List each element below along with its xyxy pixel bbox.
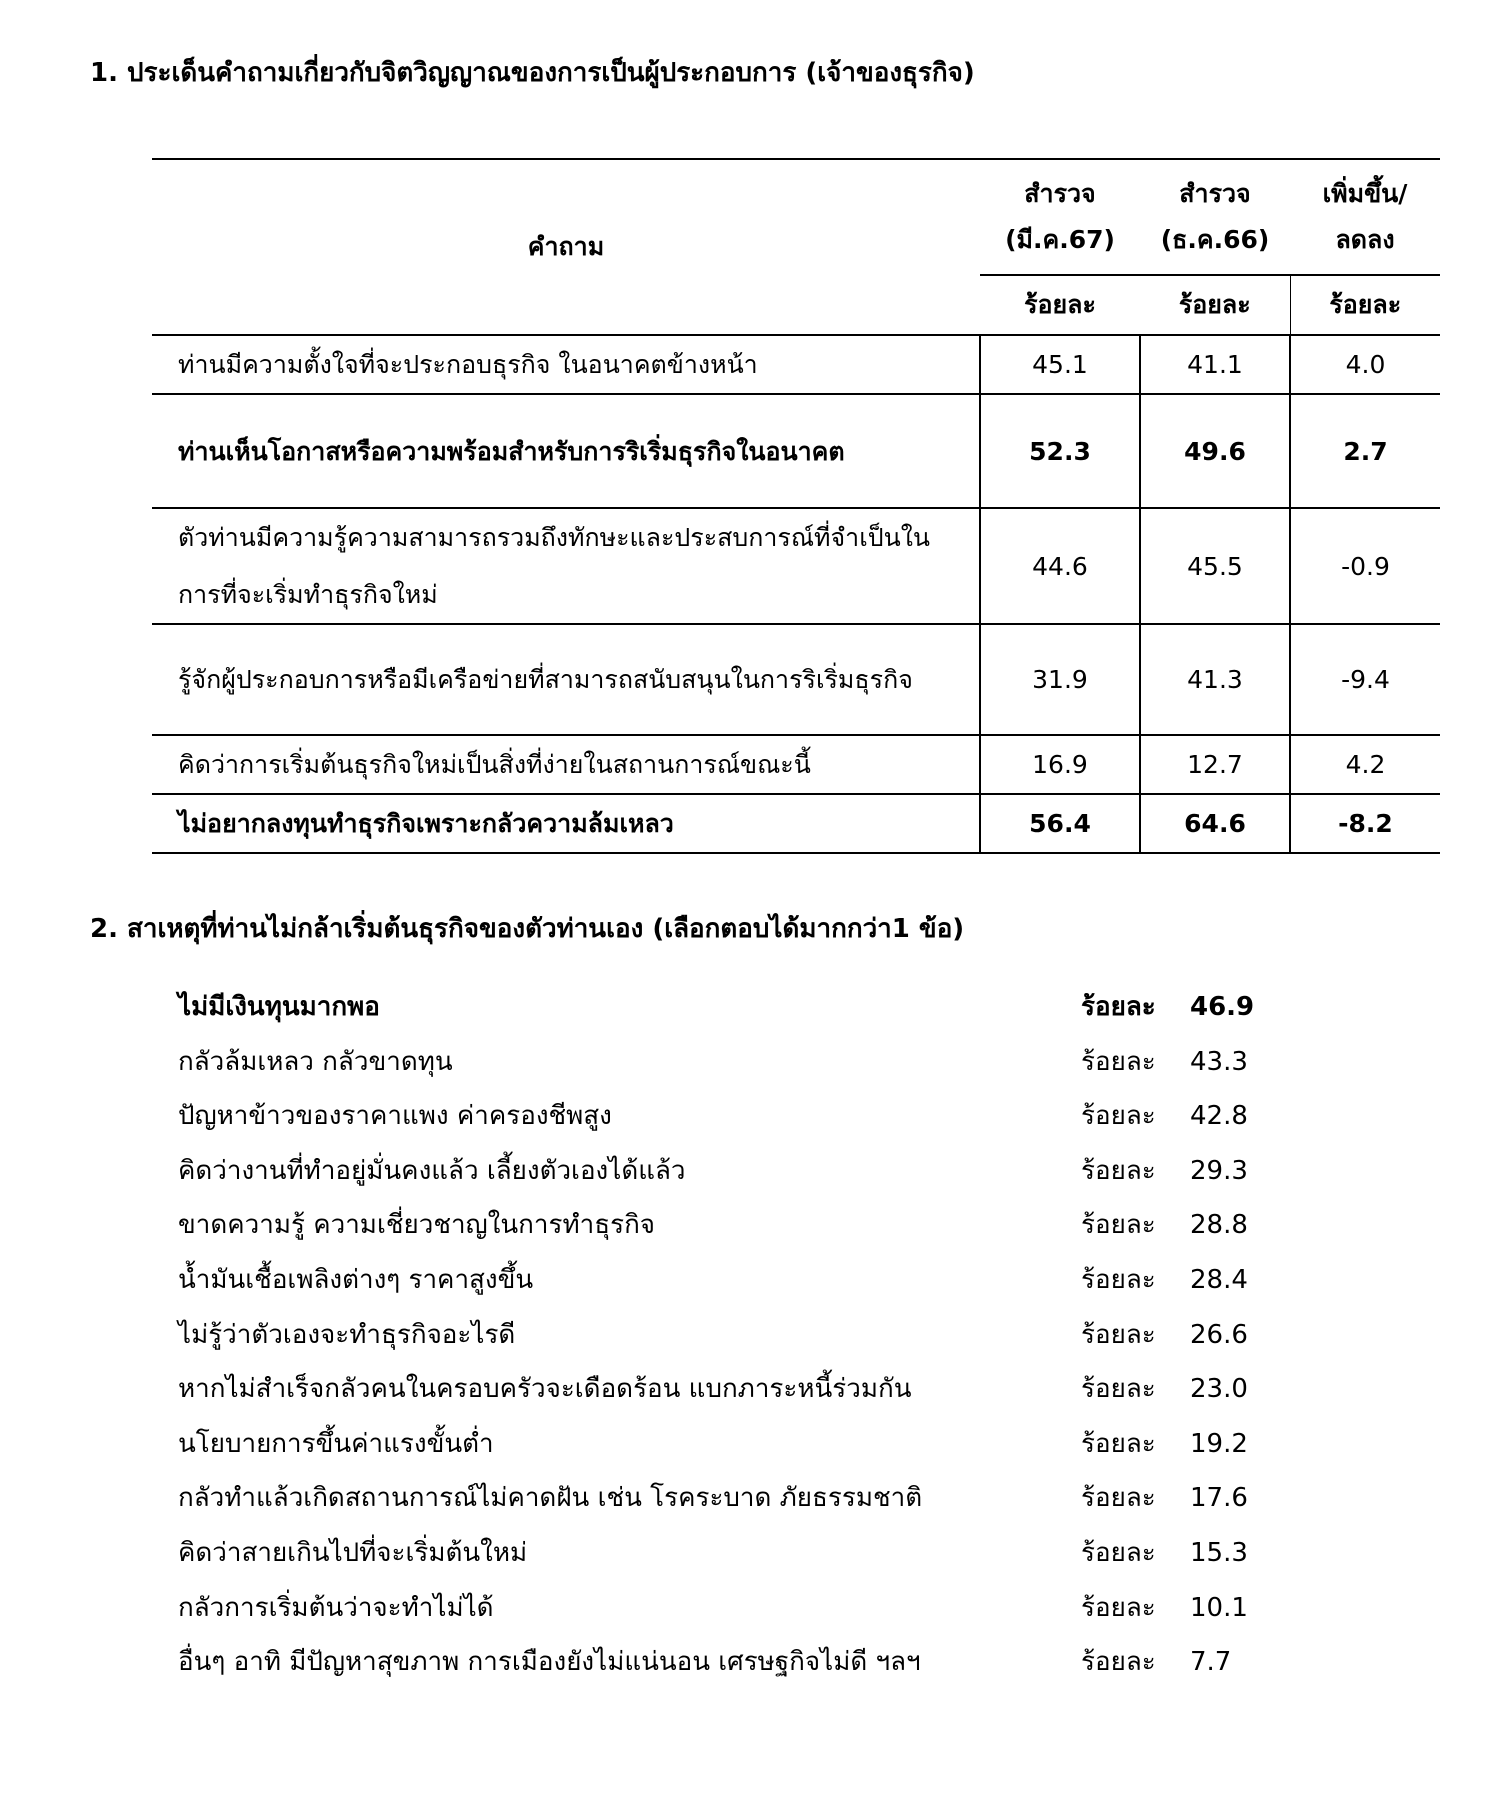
reason-unit: ร้อยละ	[1081, 992, 1156, 1022]
reason-unit: ร้อยละ	[1081, 1537, 1156, 1568]
value-dec66: 41.3	[1140, 624, 1290, 735]
column-header-mar67-line1: สำรวจ	[1024, 179, 1096, 208]
reason-label: กลัวทำแล้วเกิดสถานการณ์ไม่คาดฝัน เช่น โรคระบาด ภัยธรรมชาติ	[178, 1483, 923, 1514]
reason-unit: ร้อยละ	[1081, 1592, 1156, 1623]
question-cell: ท่านมีความตั้งใจที่จะประกอบธุรกิจ ในอนาคตข้างหน้า	[152, 335, 980, 394]
reason-value: 15.3	[1190, 1537, 1248, 1568]
value-mar67: 45.1	[980, 335, 1140, 394]
list-item	[178, 1362, 1278, 1417]
value-dec66: 64.6	[1140, 794, 1290, 853]
reason-unit: ร้อยละ	[1081, 1101, 1156, 1132]
list-item	[178, 1308, 1278, 1363]
reason-unit: ร้อยละ	[1081, 1483, 1156, 1514]
reason-label: ไม่รู้ว่าตัวเองจะทำธุรกิจอะไรดี	[178, 1319, 516, 1350]
reason-unit: ร้อยละ	[1081, 1155, 1156, 1186]
value-change: -9.4	[1290, 624, 1440, 735]
reason-label: น้ำมันเชื้อเพลิงต่างๆ ราคาสูงขึ้น	[178, 1264, 534, 1295]
column-header-mar67-line2: (มี.ค.67)	[1005, 225, 1115, 254]
column-header-change-line2: ลดลง	[1335, 225, 1395, 254]
unit-change: ร้อยละ	[1290, 275, 1440, 335]
list-item	[178, 1526, 1278, 1581]
reason-label: ปัญหาข้าวของราคาแพง ค่าครองชีพสูง	[178, 1101, 612, 1132]
list-item	[178, 1035, 1278, 1090]
column-header-dec66-line2: (ธ.ค.66)	[1160, 225, 1270, 254]
list-item	[178, 1198, 1278, 1253]
question-cell: ท่านเห็นโอกาสหรือความพร้อมสำหรับการริเริ่มธุรกิจในอนาคต	[152, 394, 980, 508]
value-dec66: 49.6	[1140, 394, 1290, 508]
column-header-change	[1290, 159, 1440, 275]
reason-label: อื่นๆ อาทิ มีปัญหาสุขภาพ การเมืองยังไม่แน่นอน เศรษฐกิจไม่ดี ฯลฯ	[178, 1647, 921, 1678]
reason-value: 7.7	[1190, 1647, 1232, 1678]
reason-unit: ร้อยละ	[1081, 1046, 1156, 1077]
reason-value: 26.6	[1190, 1319, 1248, 1350]
reason-label: นโยบายการขึ้นค่าแรงขั้นต่ำ	[178, 1428, 494, 1459]
reason-label: กลัวล้มเหลว กลัวขาดทุน	[178, 1046, 453, 1077]
table-row	[152, 508, 1440, 624]
reason-unit: ร้อยละ	[1081, 1647, 1156, 1678]
list-item	[178, 1581, 1278, 1636]
list-item	[178, 1471, 1278, 1526]
reasons-list	[178, 980, 1278, 1690]
question-cell: ไม่อยากลงทุนทำธุรกิจเพราะกลัวความล้มเหลว	[152, 794, 980, 853]
question-column-header: คำถาม	[152, 159, 980, 335]
list-item	[178, 1417, 1278, 1472]
value-mar67: 52.3	[980, 394, 1140, 508]
column-header-change-line1: เพิ่มขึ้น/	[1322, 179, 1408, 208]
value-change: 2.7	[1290, 394, 1440, 508]
value-dec66: 41.1	[1140, 335, 1290, 394]
reason-value: 19.2	[1190, 1428, 1248, 1459]
unit-mar67: ร้อยละ	[980, 275, 1140, 335]
list-item	[178, 1635, 1278, 1690]
table-header-row	[152, 159, 1440, 275]
reason-value: 42.8	[1190, 1101, 1248, 1132]
column-header-dec66-line1: สำรวจ	[1179, 179, 1251, 208]
reason-unit: ร้อยละ	[1081, 1374, 1156, 1405]
reason-value: 28.4	[1190, 1264, 1248, 1295]
section1-heading: 1. ประเด็นคำถามเกี่ยวกับจิตวิญญาณของการเป็นผู้ประกอบการ (เจ้าของธุรกิจ)	[90, 58, 975, 88]
table-row	[152, 735, 1440, 794]
reason-value: 10.1	[1190, 1592, 1248, 1623]
reason-label: กลัวการเริ่มต้นว่าจะทำไม่ได้	[178, 1592, 494, 1623]
table-row	[152, 394, 1440, 508]
reason-value: 23.0	[1190, 1374, 1248, 1405]
reason-value: 29.3	[1190, 1155, 1248, 1186]
value-mar67: 56.4	[980, 794, 1140, 853]
question-cell: รู้จักผู้ประกอบการหรือมีเครือข่ายที่สามารถสนับสนุนในการริเริ่มธุรกิจ	[152, 624, 980, 735]
reason-value: 43.3	[1190, 1046, 1248, 1077]
unit-dec66: ร้อยละ	[1140, 275, 1290, 335]
reason-label: หากไม่สำเร็จกลัวคนในครอบครัวจะเดือดร้อน แบกภาระหนี้ร่วมกัน	[178, 1374, 912, 1405]
reason-unit: ร้อยละ	[1081, 1428, 1156, 1459]
list-item	[178, 1144, 1278, 1199]
reason-value: 28.8	[1190, 1210, 1248, 1241]
table-row	[152, 624, 1440, 735]
value-dec66: 45.5	[1140, 508, 1290, 624]
reason-unit: ร้อยละ	[1081, 1210, 1156, 1241]
value-change: 4.0	[1290, 335, 1440, 394]
list-item	[178, 1253, 1278, 1308]
reason-unit: ร้อยละ	[1081, 1264, 1156, 1295]
reason-label: ขาดความรู้ ความเชี่ยวชาญในการทำธุรกิจ	[178, 1210, 656, 1241]
list-item	[178, 980, 1278, 1035]
reason-label: ไม่มีเงินทุนมากพอ	[178, 992, 380, 1022]
value-change: 4.2	[1290, 735, 1440, 794]
column-header-dec66	[1140, 159, 1290, 275]
question-cell: คิดว่าการเริ่มต้นธุรกิจใหม่เป็นสิ่งที่ง่ายในสถานการณ์ขณะนี้	[152, 735, 980, 794]
value-mar67: 44.6	[980, 508, 1140, 624]
survey-table	[152, 158, 1440, 854]
value-change: -0.9	[1290, 508, 1440, 624]
question-cell: ตัวท่านมีความรู้ความสามารถรวมถึงทักษะและประสบการณ์ที่จำเป็นในการที่จะเริ่มทำธุรกิจใหม่	[152, 508, 980, 624]
table-row	[152, 794, 1440, 853]
reason-value: 17.6	[1190, 1483, 1248, 1514]
table-row	[152, 335, 1440, 394]
value-mar67: 16.9	[980, 735, 1140, 794]
section2-heading: 2. สาเหตุที่ท่านไม่กล้าเริ่มต้นธุรกิจของตัวท่านเอง (เลือกตอบได้มากกว่า1 ข้อ)	[90, 914, 965, 944]
column-header-mar67	[980, 159, 1140, 275]
reason-label: คิดว่างานที่ทำอยู่มั่นคงแล้ว เลี้ยงตัวเองได้แล้ว	[178, 1155, 686, 1186]
value-change: -8.2	[1290, 794, 1440, 853]
list-item	[178, 1089, 1278, 1144]
reason-label: คิดว่าสายเกินไปที่จะเริ่มต้นใหม่	[178, 1537, 528, 1568]
reason-value: 46.9	[1190, 992, 1255, 1022]
value-dec66: 12.7	[1140, 735, 1290, 794]
reason-unit: ร้อยละ	[1081, 1319, 1156, 1350]
value-mar67: 31.9	[980, 624, 1140, 735]
